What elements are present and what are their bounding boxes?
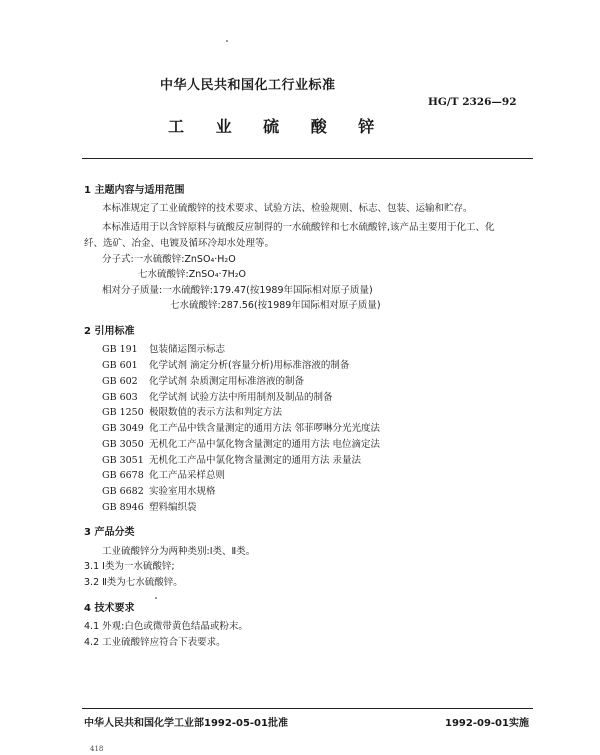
scan-speck [226, 40, 228, 42]
ref-title: 化学试剂 滴定分析(容量分析)用标准溶液的制备 [149, 360, 350, 371]
approval-info: 中华人民共和国化学工业部1992-05-01批准 [84, 718, 288, 729]
ref-code: GB 603 [102, 392, 138, 403]
section-3-item-2: 3.2 Ⅱ类为七水硫酸锌。 [84, 577, 183, 588]
ref-code: GB 6678 [102, 470, 144, 481]
ref-code: GB 1250 [102, 407, 144, 418]
ref-code: GB 3049 [102, 423, 144, 434]
footer-rule [82, 708, 533, 709]
ref-title: 无机化工产品中氯化物含量测定的通用方法 电位滴定法 [149, 439, 381, 450]
section-3-heading: 3 产品分类 [84, 527, 135, 538]
section-4-item-1: 4.1 外观:白色或微带黄色结晶或粉末。 [84, 621, 248, 632]
section-3-item-1: 3.1 Ⅰ类为一水硫酸锌; [84, 561, 175, 572]
ref-code: GB 601 [102, 360, 138, 371]
standard-code: HG/T 2326—92 [428, 96, 517, 108]
molecular-mass-line-2: 七水硫酸锌:287.56(按1989年国际相对原子质量) [170, 300, 381, 311]
ref-title: 无机化工产品中氯化物含量测定的通用方法 汞量法 [149, 455, 362, 466]
ref-code: GB 602 [102, 376, 138, 387]
section-4-heading: 4 技术要求 [84, 603, 135, 614]
section-1-para-1: 本标准规定了工业硫酸锌的技术要求、试验方法、检验规则、标志、包装、运输和贮存。 [102, 203, 473, 214]
ref-code: GB 3050 [102, 439, 144, 450]
molecular-formula-line-2: 七水硫酸锌:ZnSO₄·7H₂O [138, 269, 247, 280]
section-1-para-2-line-1: 本标准适用于以含锌原料与硫酸反应制得的一水硫酸锌和七水硫酸锌,该产品主要用于化工、化 [102, 222, 495, 233]
section-3-intro: 工业硫酸锌分为两种类别:Ⅰ类、Ⅱ类。 [102, 546, 256, 557]
implementation-date: 1992-09-01实施 [445, 718, 529, 729]
ref-code: GB 3051 [102, 455, 144, 466]
ref-title: 化学试剂 杂质测定用标准溶液的制备 [149, 376, 305, 387]
section-2-heading: 2 引用标准 [84, 326, 135, 337]
ref-code: GB 191 [102, 344, 138, 355]
ref-title: 化学试剂 试验方法中所用制剂及制品的制备 [149, 392, 333, 403]
section-4-item-2: 4.2 工业硫酸锌应符合下表要求。 [84, 637, 226, 648]
ref-code: GB 8946 [102, 502, 144, 513]
ref-title: 化工产品采样总则 [149, 470, 226, 481]
molecular-mass-line-1: 相对分子质量:一水硫酸锌:179.47(按1989年国际相对原子质量) [102, 285, 373, 296]
ref-title: 化工产品中铁含量测定的通用方法 邻菲啰啉分光光度法 [149, 423, 381, 434]
ref-title: 包装储运图示标志 [149, 344, 226, 355]
standard-category: 中华人民共和国化工行业标准 [160, 78, 336, 93]
ref-title: 塑料编织袋 [149, 502, 197, 513]
section-1-heading: 1 主题内容与适用范围 [84, 185, 185, 196]
molecular-formula-line-1: 分子式:一水硫酸锌:ZnSO₄·H₂O [102, 254, 236, 265]
document-title: 工 业 硫 酸 锌 [168, 117, 378, 136]
section-1-para-2-line-2: 纤、选矿、冶金、电镀及循环冷却水处理等。 [84, 238, 275, 249]
page-number: 418 [90, 745, 104, 753]
scan-speck [155, 597, 157, 599]
header-rule [82, 158, 533, 159]
ref-title: 实验室用水规格 [149, 486, 216, 497]
ref-code: GB 6682 [102, 486, 144, 497]
ref-title: 极限数值的表示方法和判定方法 [149, 407, 283, 418]
